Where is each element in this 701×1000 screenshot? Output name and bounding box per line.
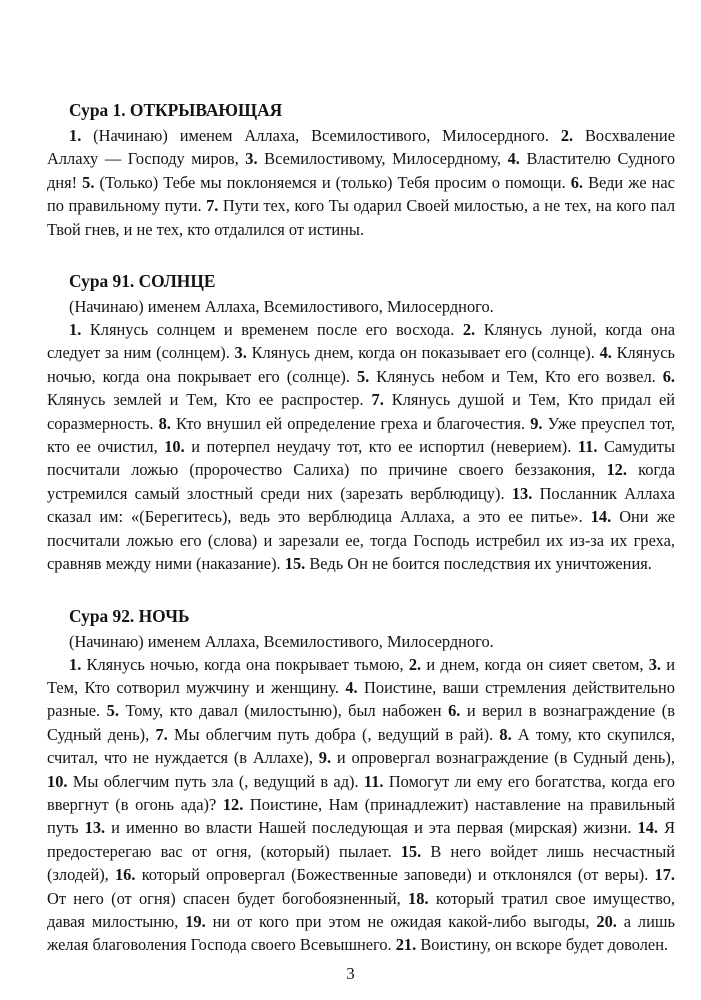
verse-number: 5.: [356, 366, 370, 386]
verse-text: Веди же нас по правильному пути.: [47, 172, 675, 216]
verse-text: Мы облегчим путь зла (, ведущий в ад).: [72, 771, 359, 791]
verse-number: 2.: [560, 126, 574, 145]
verse-number: 20.: [596, 911, 617, 931]
verse-text: и верил в вознаграждение (в Судный день),: [47, 701, 675, 744]
verse-text: Клянусь небом и Тем, Кто его возвел.: [376, 366, 656, 386]
verse-number: 12.: [606, 460, 627, 480]
surah-text: [47, 318, 675, 575]
verse-text: и опровергал вознаграждение (в Судный день),: [336, 748, 675, 768]
surah-text: [47, 124, 675, 241]
verse-number: 7.: [155, 724, 168, 744]
verse-text: Поистине, ваши стремления действительно разные.: [47, 677, 675, 721]
verse-text: Клянусь солнцем и временем после его восхода.: [89, 320, 455, 340]
verse-number: 6.: [662, 366, 675, 386]
surah-title: Сура 91. СОЛНЦЕ: [69, 271, 216, 292]
verse-text: который опровергал (Божественные заповеди) и отклонялся (от веры).: [141, 865, 649, 885]
verse-number: 1.: [69, 654, 82, 674]
verse-text: когда устремился самый злостный среди них (зарезать верблюдицу).: [47, 460, 675, 503]
verse-text: а лишь желая благоволения Господа своего Всевышнего.: [47, 911, 675, 955]
verse-number: 3.: [245, 149, 258, 169]
verse-number: 7.: [206, 196, 219, 216]
verse-text: Восхваление Аллаху — Господу миров,: [47, 126, 675, 169]
verse-text: который тратил свое имущество, давая милостыню,: [47, 888, 675, 931]
verse-number: 2.: [462, 320, 476, 340]
verse-number: 21.: [395, 935, 417, 955]
verse-text: Клянусь ночью, когда она покрывает тьмою,: [86, 654, 404, 674]
verse-number: 11.: [363, 771, 384, 791]
verse-number: 8.: [499, 724, 512, 744]
verse-text: Клянусь ночью, когда она покрывает его (солнце).: [47, 343, 675, 386]
verse-number: 7.: [371, 390, 384, 410]
verse-number: 1.: [69, 126, 82, 145]
verse-number: 12.: [222, 794, 244, 814]
verse-text: А тому, кто скупился, считал, что не нуждается (в Аллахе),: [47, 724, 675, 768]
verse-number: 8.: [158, 413, 171, 433]
verse-number: 19.: [185, 911, 206, 931]
surah-title: Сура 92. НОЧЬ: [69, 605, 190, 626]
verse-number: 9.: [318, 748, 332, 768]
verse-number: 6.: [570, 172, 584, 192]
verse-text: Клянусь луной, когда она следует за ним (солнцем).: [47, 320, 675, 363]
verse-number: 13.: [511, 483, 533, 503]
verse-number: 3.: [234, 343, 247, 363]
surah-title: Сура 1. ОТКРЫВАЮЩАЯ: [69, 100, 283, 120]
verse-text: Всемилостивому, Милосердному,: [264, 149, 501, 169]
verse-text: ни от кого при этом не ожидая какой-либо выгоды,: [212, 911, 590, 931]
verse-text: В него войдет лишь несчастный (злодей),: [47, 841, 675, 885]
verse-text: Ведь Он не боится последствия их уничтожения.: [309, 554, 652, 574]
verse-text: Тому, кто давал (милостыню), был набожен: [125, 701, 442, 721]
surah-text: [47, 653, 675, 957]
verse-text: Посланник Аллаха сказал им: «(Берегитесь), ведь это верблюдица Аллаха, а это ее питье».: [47, 483, 675, 527]
verse-text: и потерпел неудачу тот, кто ее испортил (неверием).: [191, 437, 572, 457]
verse-text: и днем, когда он сияет светом,: [426, 654, 644, 674]
verse-number: 17.: [654, 865, 675, 885]
basmala: (Начинаю) именем Аллаха, Всемилостивого, Милосердного.: [69, 631, 494, 651]
verse-number: 4.: [507, 149, 520, 169]
verse-text: Кто внушил ей определение греха и благочестия.: [176, 413, 526, 433]
verse-text: Самудиты посчитали ложью (пророчество Салиха) по причине своего беззакония,: [47, 437, 675, 480]
verse-number: 4.: [599, 343, 612, 363]
verse-number: 18.: [408, 888, 429, 908]
verse-text: Властителю Судного дня!: [47, 149, 676, 192]
verse-text: Клянусь днем, когда он показывает его (солнце).: [251, 343, 595, 363]
verse-text: и Тем, Кто сотворил мужчину и женщину.: [47, 654, 676, 697]
verse-number: 5.: [82, 172, 95, 192]
verse-number: 13.: [84, 818, 106, 838]
verse-text: и именно во власти Нашей последующая и эта первая (мирская) жизни.: [111, 818, 632, 838]
verse-number: 9.: [530, 413, 543, 433]
verse-text: Я предостерегаю вас от огня, (который) пылает.: [47, 818, 675, 861]
verse-number: 15.: [400, 841, 422, 861]
verse-number: 14.: [637, 818, 659, 838]
verse-text: Клянусь землей и Тем, Кто ее распростер.: [47, 390, 364, 410]
verse-text: (Начинаю) именем Аллаха, Всемилостивого, Милосердного.: [93, 126, 549, 145]
basmala: (Начинаю) именем Аллаха, Всемилостивого, Милосердного.: [69, 297, 494, 317]
verse-text: Поистине, Нам (принадлежит) наставление на правильный путь: [47, 794, 675, 838]
verse-text: Клянусь душой и Тем, Кто придал ей соразмерность.: [47, 390, 676, 433]
surah-91-section: [47, 269, 675, 575]
verse-number: 6.: [448, 701, 461, 721]
verse-number: 4.: [345, 677, 358, 697]
verse-number: 14.: [590, 507, 612, 527]
verse-number: 10.: [47, 771, 68, 791]
verse-number: 10.: [164, 437, 185, 457]
verse-number: 11.: [577, 437, 598, 457]
verse-text: Пути тех, кого Ты одарил Своей милостью, а не тех, на кого пал Твой гнев, и не тех, кто отдалился от истины.: [47, 196, 676, 239]
surah-1-section: [47, 98, 675, 241]
verse-number: 5.: [106, 701, 119, 721]
verse-text: Воистину, он вскоре будет доволен.: [420, 935, 669, 955]
verse-number: 16.: [114, 865, 136, 885]
verse-text: Мы облегчим путь добра (, ведущий в рай).: [173, 724, 494, 744]
verse-text: (Только) Тебе мы поклоняемся и (только) Тебя просим о помощи.: [99, 172, 566, 192]
surah-92-section: [47, 604, 675, 957]
verse-text: Уже преуспел тот, кто ее очистил,: [47, 413, 675, 457]
verse-number: 1.: [69, 320, 82, 340]
verse-text: От него (от огня) спасен будет богобоязненный,: [47, 888, 401, 908]
verse-text: Они же посчитали ложью его (слова) и зарезали ее, тогда Господь истребил их из-за их греха, сравняв между ними (наказание).: [47, 507, 675, 574]
verse-number: 15.: [284, 554, 306, 574]
page-body: [47, 98, 675, 957]
verse-text: Помогут ли ему его богатства, когда его ввергнут (в огонь ада)?: [47, 771, 675, 814]
page-number: 3: [346, 964, 355, 983]
verse-number: 2.: [408, 654, 422, 674]
verse-number: 3.: [648, 654, 661, 674]
